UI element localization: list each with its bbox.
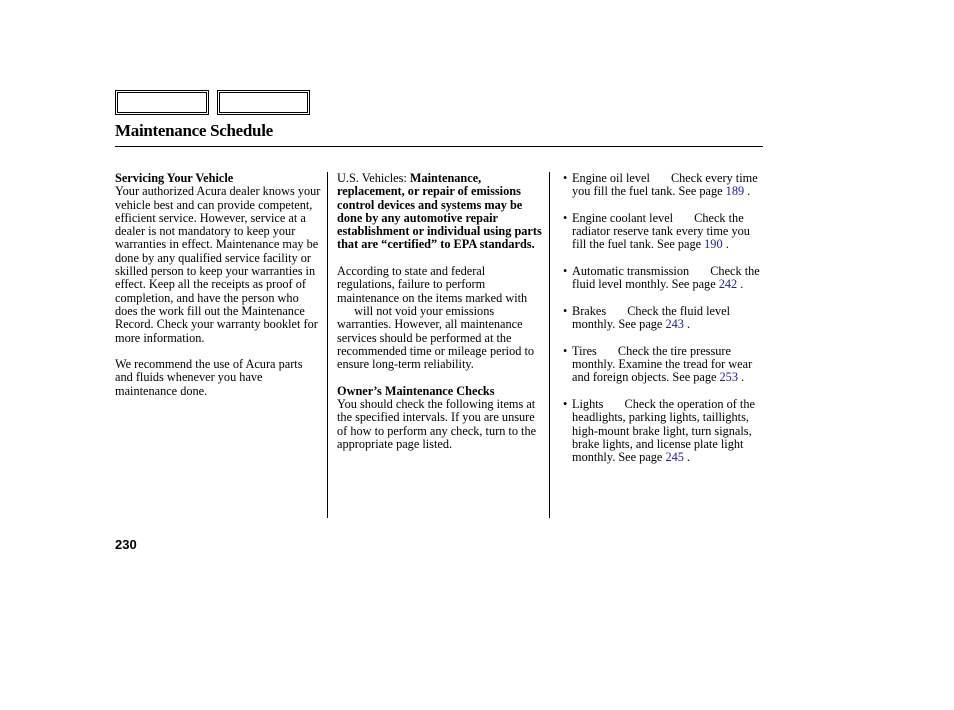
page-link-242[interactable]: 242: [718, 277, 738, 292]
check-item-engine-oil: [563, 172, 763, 199]
bullet-icon: •: [563, 303, 568, 318]
check-item-text: Check the fluid level monthly. See page: [572, 303, 731, 332]
title-divider: [115, 146, 763, 147]
page-link-243[interactable]: 243: [665, 317, 684, 332]
check-item-text: Check the operation of the headlights, parking lights, taillights, high-mount brake light, turn signals, brake lights, and license plate light monthly. See page: [572, 397, 755, 465]
check-item-name: Brakes: [572, 303, 607, 318]
regulations-text-after: will not void your emissions warranties. However, all maintenance services should be performed at the recommended time or mileage period to ensure long-term reliability.: [337, 303, 535, 372]
owner-checks-text: You should check the following items at the specified intervals. If you are unsure of how to perform any check, turn to the appropriate page listed.: [337, 397, 537, 451]
us-vehicles-statement: Maintenance, replacement, or repair of emissions control devices and systems may be done by any automotive repair establishment or individual using parts that are “certified” to EPA standards.: [337, 171, 542, 252]
check-item-period: .: [687, 317, 691, 332]
check-item-period: .: [747, 184, 751, 199]
us-vehicles-label: U.S. Vehicles:: [337, 171, 410, 185]
servicing-paragraph: [115, 172, 321, 345]
bullet-icon: •: [563, 343, 568, 358]
bullet-icon: •: [563, 210, 568, 225]
column-divider: [549, 172, 550, 518]
page-title: Maintenance Schedule: [115, 121, 273, 140]
check-item-text: Check the fluid level monthly. See page: [572, 264, 760, 292]
check-item-tires: [563, 345, 763, 385]
check-item-period: .: [740, 277, 744, 292]
column-emissions: [337, 172, 543, 465]
column-checks: [563, 172, 763, 478]
check-item-text: Check the tire pressure monthly. Examine the tread for wear and foreign objects. See page: [572, 343, 753, 385]
acura-parts-paragraph: We recommend the use of Acura parts and fluids whenever you have maintenance done.: [115, 357, 303, 398]
check-item-lights: [563, 398, 763, 464]
column-servicing: [115, 172, 321, 411]
check-item-text: Check the radiator reserve tank every time you fill the fuel tank. See page: [572, 210, 750, 252]
servicing-heading: Servicing Your Vehicle: [115, 171, 234, 185]
check-item-period: .: [741, 370, 745, 385]
check-item-name: Engine oil level: [572, 171, 650, 185]
previous-page-button[interactable]: [115, 90, 209, 115]
bullet-icon: •: [563, 397, 568, 412]
check-item-name: Automatic transmission: [572, 264, 690, 279]
check-item-period: .: [725, 237, 729, 252]
check-item-text: Check every time you fill the fuel tank. See page: [572, 171, 758, 199]
page-link-253[interactable]: 253: [719, 370, 738, 385]
page-link-245[interactable]: 245: [665, 450, 684, 465]
bullet-icon: •: [563, 171, 568, 185]
us-vehicles-paragraph: [337, 172, 543, 252]
regulations-paragraph: [337, 265, 543, 371]
page-number: 230: [115, 537, 137, 552]
page-link-190[interactable]: 190: [704, 237, 723, 252]
check-item-engine-coolant: [563, 212, 763, 252]
servicing-text: Your authorized Acura dealer knows your vehicle best and can provide competent, efficient service. However, service at a dealer is not mandatory to keep your warranties in effect. Maintenance may be done by any qualified service facility or skilled person to keep your warranties in effect. Keep all the receipts as proof of completion, and have the person who does the work fill out the Maintenance Record. Check your warranty booklet for more information.: [115, 184, 321, 345]
check-item-brakes: [563, 305, 763, 332]
regulations-text-before: According to state and federal regulations, failure to perform maintenance on the items marked with: [337, 264, 528, 305]
check-item-name: Tires: [572, 343, 597, 358]
check-item-name: Lights: [572, 397, 604, 412]
bullet-icon: •: [563, 264, 568, 279]
next-page-button[interactable]: [217, 90, 310, 115]
page-link-189[interactable]: 189: [725, 184, 745, 199]
owner-checks-paragraph: [337, 385, 543, 451]
check-item-name: Engine coolant level: [572, 210, 674, 225]
owner-checks-heading: Owner’s Maintenance Checks: [337, 383, 495, 398]
check-item-automatic-transmission: [563, 265, 763, 292]
check-item-period: .: [687, 450, 691, 465]
column-divider: [327, 172, 328, 518]
